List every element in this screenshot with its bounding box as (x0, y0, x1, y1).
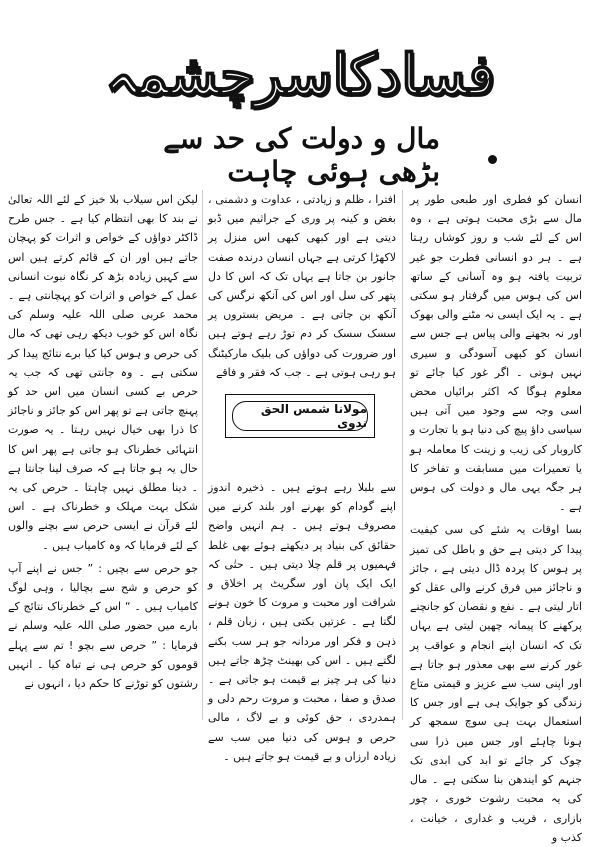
paragraph: جو حرص سے بچیں : ” جس نے اپنے آپ کو حرص و شح سے بچالیا ، وہی لوگ کامیاب ہیں ۔ “ اس کے خطرناک نتائج کے بارے میں حضور صلی اللہ علیہ وسلم نے فرمایا : ” حرص سے بچو ! تم سے پہلے قوموں کو حرص ہی نے تباہ کیا ۔ انہیں رشتوں کو توڑنے کا حکم دیا ، انہوں نے (8, 561, 198, 691)
author-byline-box (225, 394, 375, 438)
article-headline (104, 30, 496, 120)
paragraph: بسا اوقات یہ شئے کی سی کیفیت پیدا کر دیتی ہے حق و باطل کی تمیز پر ہوس کا پردہ ڈال دیتی ہے ، جائز و ناجائز میں فرق کرنے والی عقل کو اتار لیتی ہے ۔ نفع و نقصان کو جانچنے پرکھنے کا پیمانہ چھین لیتی ہے یہاں تک کہ انسان اپنے انجام و عواقب پر غور کرنے سے بھی معذور ہو جاتا ہے اور اپنی سب سے عزیز و قیمتی متاع زندگی کو جوایک ہی ہے اور جس کا استعمال بہت ہی سوچ سمجھ کر ہونا چاہئے اور جس میں ذرا سی چوک کر جائے تو ابد کی ابدی تک جنہم کو ایندھن بنا سکتی ہے ۔ مال کی یہ محبت رشوت خوری ، چور بازاری ، فریب و غداری ، خیانت ، کذب و (410, 523, 582, 844)
column-divider (402, 190, 403, 720)
paragraph: انسان کو فطری اور طبعی طور پر مال سے بڑی محبت ہوتی ہے ، وہ اس کے لئے شب و روز کوشاں رہتا ہے ۔ ہر دو انسانی فطرت جو غیر تربیت یافتہ ہو وہ آسانی کے ساتھ اس کی ہوس میں گرفتار ہو سکتی ہے ۔ یہ ایک ایسی نہ مٹنے والی بھوک اور نہ بجھنے والی پیاس ہے جس سے انسان کو کبھی آسودگی و سیری نہیں ہوتی ۔ اگر غور کیا جائے تو معلوم ہوگا کہ اکثر برائیاں محض اسی وجہ سے وجود میں آتی ہیں سیاسی داؤ پیچ کی دنیا ہو یا تجارت و کاروبار کی زیب و زینت کا معاملہ ہو یا تعمیرات میں مسابقت و تفاخر کا ہر جگہ یہی مال و دولت کی ہوس ہے ۔ (410, 193, 582, 514)
column-middle (208, 190, 396, 763)
column-divider (202, 190, 203, 720)
paragraph: لیکن اس سیلاب بلا خیز کے لئے اللہ تعالیٰ نے بند کا بھی انتظام کیا ہے ۔ جس طرح ڈاکٹر دواؤں کے خواص و اثرات کو پہچان جاتے ہیں اور ان کے قائم کرتے ہیں اس سے کہیں زیادہ بڑھ کر نگاہ نبوت انسانی عمل کے خواص و اثرات کو پہچانتی ہے ۔ محمد عربی صلی اللہ علیہ وسلم کی نگاہ اس کو خوب دیکھ رہی تھی کہ مال کی حرص و ہوس کیا کیا برے نتائج پیدا کر سکتی ہے ۔ وہ جانتی تھی کہ جب یہ حرص بے کسی انسان میں اس حد کو پہنچ جاتی ہے تو پھر اس کو جائز و ناجائز کا ذرا بھی خیال نہیں رہتا ۔ یہ صورت انتہائی خطرناک ہو جاتی ہے پھر اس کا حال یہ ہو جاتا ہے کہ صرف لینا جانتا ہے ۔ دینا مطلق نہیں چاہتا ۔ حرص کی یہ شکل بہت مہلک و خطرناک ہے ۔ اس لئے قرآن نے ایسی حرص سے بچنے والوں کے لئے فرمایا کہ وہ کامیاب ہیں ۔ (8, 193, 198, 552)
column-left (8, 190, 198, 725)
paragraph: افترا ، ظلم و زیادتی ، عداوت و دشمنی ، بغض و کینہ پر وری کے جراثیم میں ڈبو دیتی ہے اور کبھی کبھی اس منزل پر لاکھڑا کرتی ہے جہاں انسان درندہ صفت جانور بن جاتا ہے یہاں تک کہ اس کا دل پتھر کی سل اور اس کی آنکھ نرگس کی آنکھ بن جاتی ہے ۔ مریض بستروں پر سسک سسک کر دم توڑ رہے ہوتے ہیں اور ضرورت کی دواؤں کی بلیک مارکیٹنگ ہو رہی ہوتی ہے ۔ جب کہ فقر و فاقے (208, 193, 396, 379)
article-subheadline: مال و دولت کی حد سے بڑھی ہوئی چاہت (163, 122, 440, 188)
bullet-dot (488, 155, 497, 164)
column-right (410, 190, 582, 844)
headline-text: فسادکاسرچشمہ (104, 42, 496, 108)
paragraph: سے بلبلا رہے ہوتے ہیں ۔ ذخیرہ اندوز اپنے گودام کو بھرنے اور بلند کرنے میں مصروف ہوتے ہیں ۔ ہم انہیں واضح حقائق کی بنیاد پر دیکھتے ہوئے بھی غلط فہمیوں پر قلم چلا دیتی ہیں ۔ حتٰی کہ ایک ایک پان اور سگریٹ پر اخلاق و شرافت اور محبت و مروت کا خون ہونے لگتا ہے ۔ عزتیں بکتی ہیں ، زبان قلم ، ذہن و فکر اور مردانہ جو ہر سب بکنے لگتے ہیں ۔ اس کی بھینٹ چڑھ جاتے ہیں دنیا کی ہر چیز بے قیمت ہو جاتی ہے ۔ صدق و صفا ، محبت و مروت رحم دلی و ہمدردی ، حق کوئی و بے لاگ ، مالی حرص و ہوس کی دنیا میں سب سے زیادہ ارزاں و بے قیمت ہو جاتے ہیں ۔ (208, 481, 396, 763)
author-name: مولانا شمس الحق ندوی (232, 401, 368, 431)
